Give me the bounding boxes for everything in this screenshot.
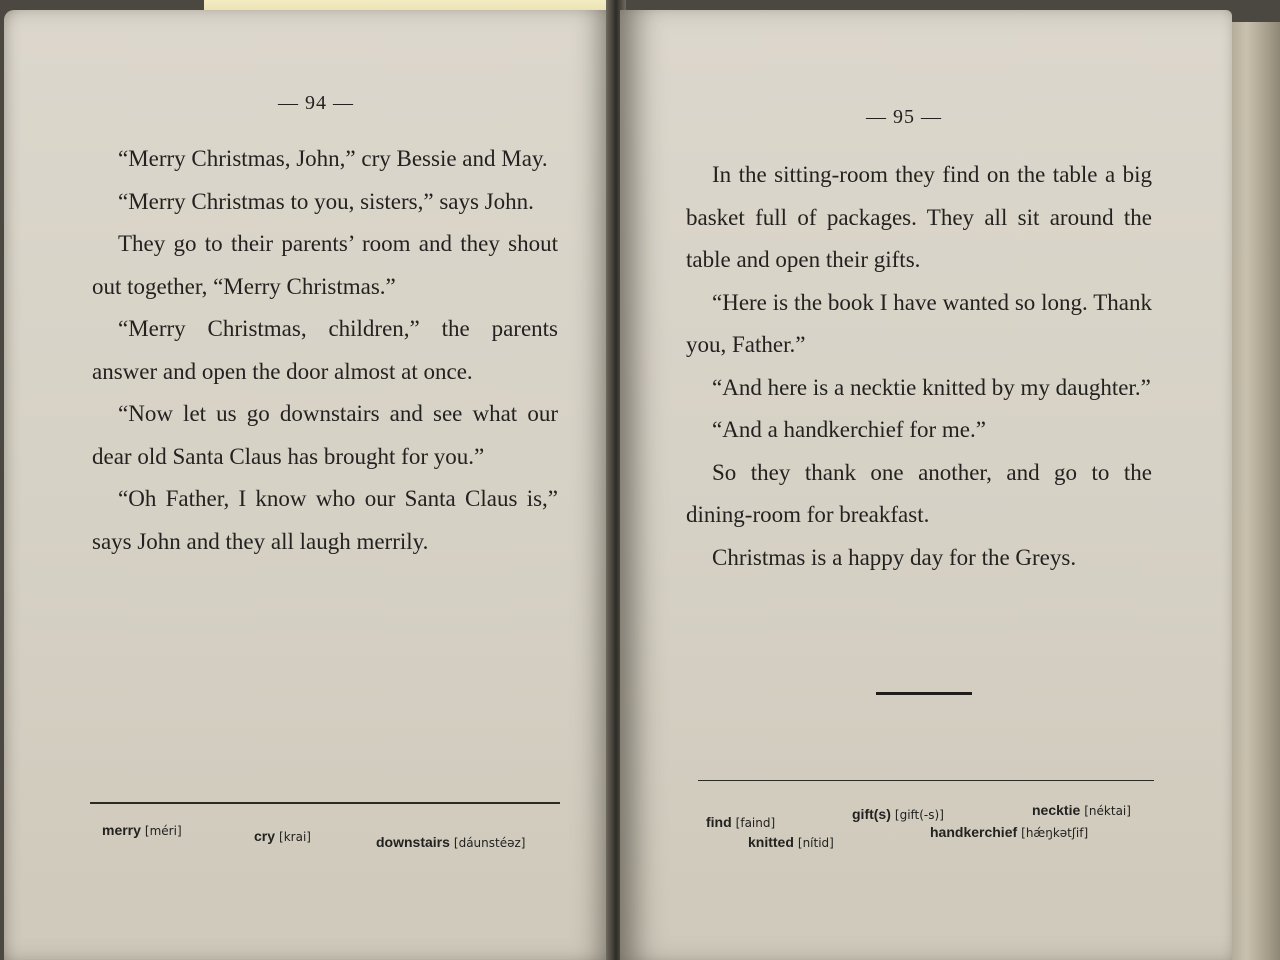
vocab-entry: knitted [nítid] [748,834,834,850]
paragraph: “Here is the book I have wanted so long. Thank you, Father.” [686,289,1152,357]
vocab-entry: necktie [néktai] [1032,802,1131,818]
paragraph: “Oh Father, I know who our Santa Claus is,” says John and they all laugh merrily. [92,486,558,554]
footnote-rule [698,780,1154,781]
left-page-text [92,138,558,563]
paragraph: “Merry Christmas to you, sisters,” says John. [118,188,534,214]
vocab-entry: gift(s) [gift(-s)] [852,806,944,822]
paragraph: They go to their parents’ room and they shout out together, “Merry Christmas.” [92,231,558,299]
paragraph: In the sitting-room they find on the table a big basket full of packages. They all sit around the table and open their gifts. [686,162,1152,272]
paragraph: “And a handkerchief for me.” [712,417,986,442]
book-cover-edge [1232,22,1280,960]
vocab-entry: downstairs [dáunstéəz] [376,834,526,850]
page-number-right: — 95 — [866,106,942,128]
vocab-entry: merry [méri] [102,822,182,838]
right-page [620,10,1232,960]
vocab-entry: find [faind] [706,814,776,830]
left-page [4,10,612,960]
paragraph: “Merry Christmas, children,” the parents answer and open the door almost at once. [92,316,558,384]
page-number-left: — 94 — [278,92,354,114]
vocab-entry: cry [krai] [254,828,311,844]
footnote-rule [90,802,560,804]
paragraph: Christmas is a happy day for the Greys. [712,544,1077,570]
paragraph: So they thank one another, and go to the dining-room for breakfast. [686,459,1152,527]
paragraph: “And here is a necktie knitted by my daughter.” [712,374,1151,400]
paragraph: “Now let us go downstairs and see what our dear old Santa Claus has brought for you.” [92,401,558,469]
vocab-entry: handkerchief [hǽŋkətʃif] [930,824,1089,840]
right-page-text [686,154,1152,579]
paragraph: “Merry Christmas, John,” cry Bessie and May. [118,146,548,171]
end-of-chapter-rule [876,692,972,695]
